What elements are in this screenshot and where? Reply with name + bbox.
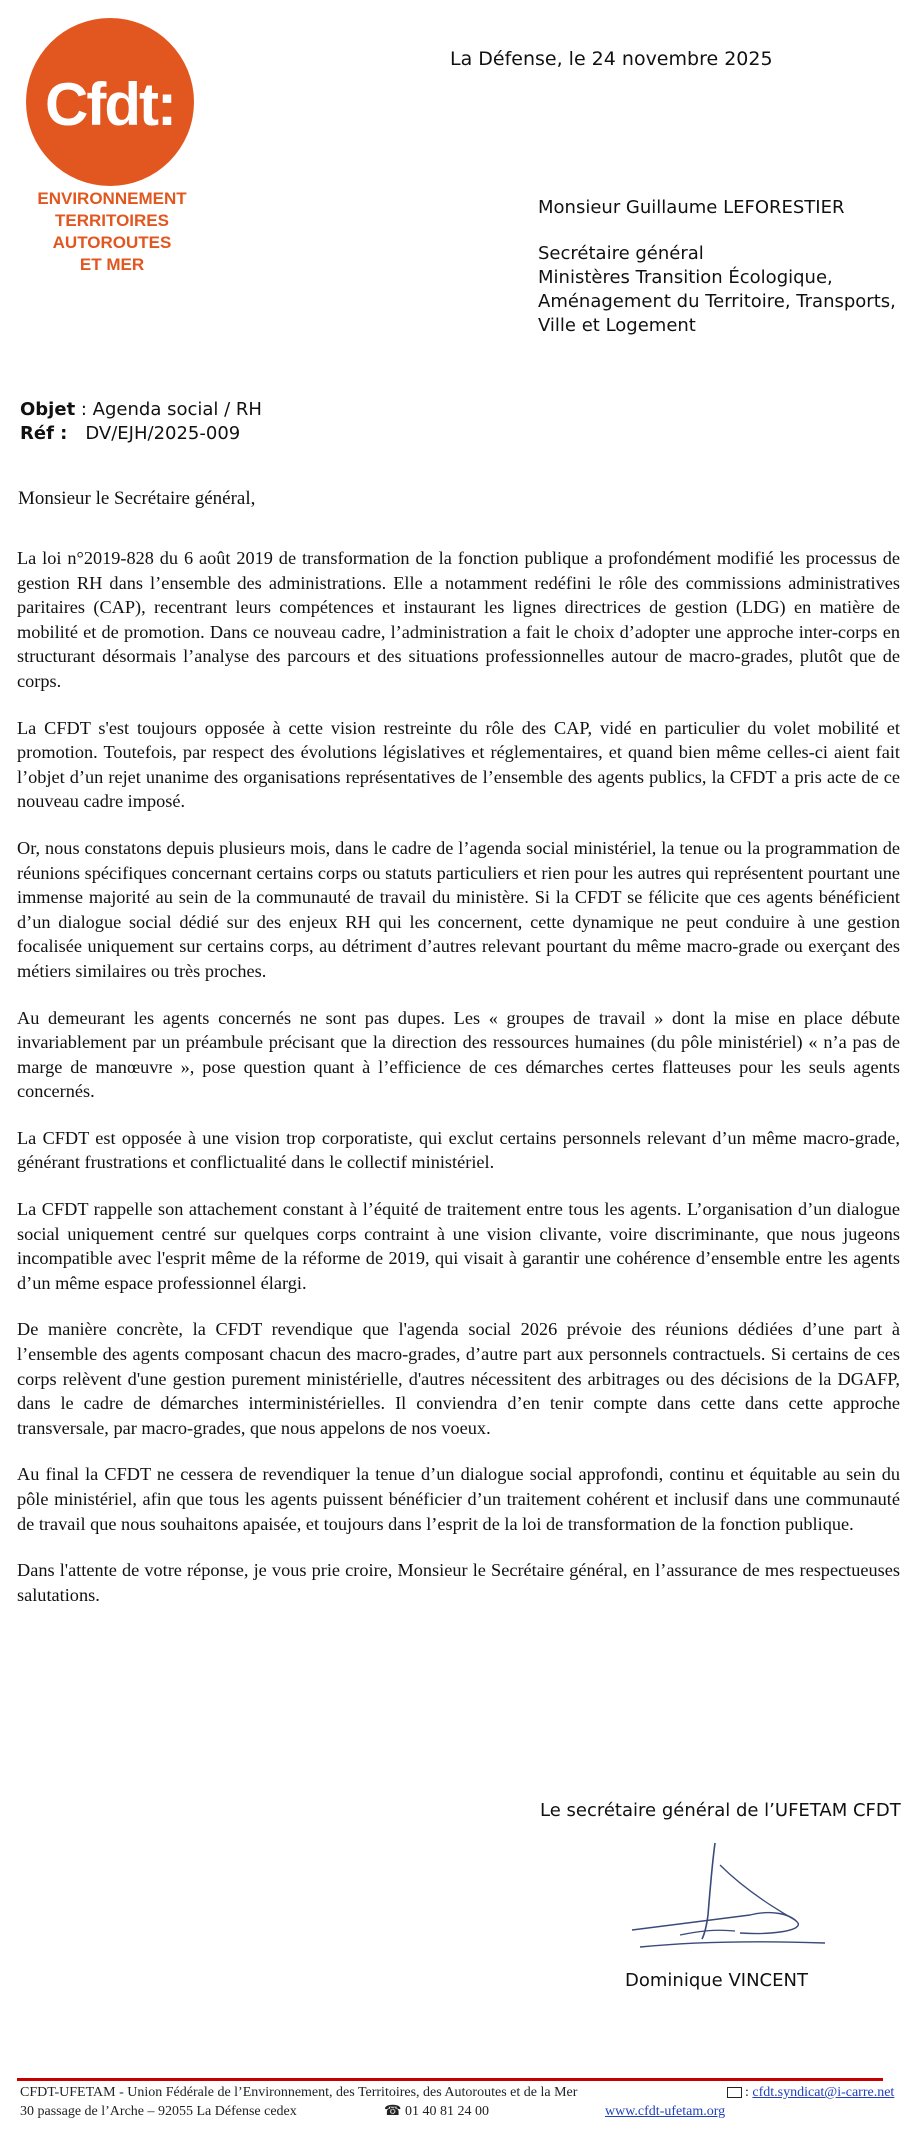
letter-body	[17, 546, 900, 1629]
subject-block	[20, 398, 262, 446]
org-line: ENVIRONNEMENT	[37, 189, 187, 208]
org-line: ET MER	[79, 255, 145, 274]
recipient-line: Ministères Transition Écologique,	[538, 267, 833, 288]
ref-label: Réf :	[20, 423, 68, 444]
recipient-line: Ville et Logement	[538, 315, 696, 336]
signatory-title: Le secrétaire général de l’UFETAM CFDT	[540, 1800, 901, 1821]
letter-date: La Défense, le 24 novembre 2025	[450, 48, 773, 70]
signatory-name: Dominique VINCENT	[625, 1970, 808, 1991]
paragraph: La CFDT s'est toujours opposée à cette vision restreinte du rôle des CAP, vidé en particulier du volet mobilité et promotion. Toutefois, par respect des évolutions législatives et réglementaires, et quand bien même celles-ci aient fait l’objet d’un rejet unanime des organisations représentatives de l’ensemble des agents publics, la CFDT a pris acte de ce nouveau cadre imposé.	[17, 717, 900, 812]
paragraph: Au demeurant les agents concernés ne sont pas dupes. Les « groupes de travail » dont la mise en place débute invariablement par un préambule précisant que la direction des ressources humaines (du pôle ministériel) « n’a pas de marge de manœuvre », pose question quant à l’efficience de ces démarches certes flatteuses pour les seuls agents concernés.	[17, 1007, 900, 1102]
paragraph: Or, nous constatons depuis plusieurs mois, dans le cadre de l’agenda social ministériel, la tenue ou la programmation de réunions spécifiques concernant certains corps ou statuts particuliers et rien pour les autres qui représentent pourtant une immense majorité au sein de la communauté de travail du ministère. Si la CFDT se félicite que ces agents bénéficient d’un dialogue social dédié sur des enjeux RH qui les concernent, cette dynamique ne peut conduire à une gestion focalisée uniquement sur certains corps, au détriment d’autres relevant pourtant du même macro-grade ou exerçant des métiers similaires ou très proches.	[17, 837, 900, 981]
paragraph: La CFDT rappelle son attachement constant à l’équité de traitement entre tous les agents. L’organisation d’un dialogue social uniquement centré sur quelques corps contraint à une vision clivante, voire discriminante, que nous jugeons incompatible avec l'esprit même de la réforme de 2019, qui visait à garantir une cohérence d’ensemble entre les agents d’un même espace professionnel élargi.	[17, 1199, 900, 1293]
paragraph: La CFDT est opposée à une vision trop corporatiste, qui exclut certains personnels relevant d’un même macro-grade, générant frustrations et conflictualité dans le collectif ministériel.	[17, 1127, 900, 1173]
envelope-icon	[727, 2087, 742, 2098]
paragraph: Au final la CFDT ne cessera de revendiquer la tenue d’un dialogue social approfondi, continu et équitable au sein du pôle ministériel, afin que tous les agents puissent bénéficier d’un traitement cohérent et inclusif dans une communauté de travail que nous souhaitons apaisée, et toujours dans l’esprit de la loi de transformation de la fonction publique.	[17, 1464, 900, 1534]
org-name	[22, 188, 202, 276]
org-line: AUTOROUTES	[52, 233, 172, 252]
org-line: TERRITOIRES	[55, 211, 169, 230]
recipient-line: Aménagement du Territoire, Transports,	[538, 291, 896, 312]
subject-label: Objet	[20, 399, 76, 420]
paragraph: De manière concrète, la CFDT revendique que l'agenda social 2026 prévoie des réunions dédiées d’une part à l’ensemble des agents composant chacun des macro-grades, d’autre part aux personnels contractuels. Si certains de ces corps relèvent d'une gestion purement ministérielle, d'autres nécessitent des arbitrages ou des décisions de la DGAFP, dans le cadre de démarches interministérielles. Il conviendra d’en tenir compte dans cette dans cette approche transversale, par macro-grades, que nous appelons de nos voeux.	[17, 1319, 900, 1438]
footer-website-link[interactable]: www.cfdt-ufetam.org	[605, 2104, 726, 2119]
recipient-title: Secrétaire général	[538, 243, 704, 264]
footer-address: 30 passage de l’Arche – 92055 La Défense cedex	[20, 2104, 297, 2119]
footer-phone: ☎ 01 40 81 24 00	[384, 2104, 489, 2119]
ref-value: DV/EJH/2025-009	[85, 423, 241, 444]
logo-text: Cfdt:	[45, 71, 175, 138]
paragraph: La loi n°2019-828 du 6 août 2019 de transformation de la fonction publique a profondément modifié les processus de gestion RH dans l’ensemble des administrations. Elle a notamment redéfini le rôle des commissions administratives paritaires (CAP), recentrant leurs compétences et instaurant les lignes directrices de gestion (LDG) en matière de mobilité et de promotion. Dans ce nouveau cadre, l’administration a fait le choix d’adopter une approche inter-corps en structurant désormais l’analyse des parcours et des situations professionnelles autour de macro-grades, plutôt que de corps.	[17, 548, 900, 691]
footer-email-link[interactable]: cfdt.syndicat@i-carre.net	[752, 2085, 895, 2100]
footer-rule	[17, 2078, 883, 2081]
paragraph: Dans l'attente de votre réponse, je vous prie croire, Monsieur le Secrétaire général, en l’assurance de mes respectueuses salutations.	[17, 1560, 900, 1605]
footer: CFDT-UFETAM - Union Fédérale de l’Environnement, des Territoires, des Autoroutes et de la Mer : cfdt.syndicat@i-carre.net 30 passage de l’Arche – 92055 La Défense cedex ☎ 01 40 81 24 00 www.cfdt-ufetam.org	[20, 2085, 895, 2119]
salutation: Monsieur le Secrétaire général,	[18, 488, 256, 509]
recipient-name: Monsieur Guillaume LEFORESTIER	[538, 197, 845, 218]
recipient-block	[538, 196, 896, 338]
cfdt-logo	[26, 18, 194, 186]
footer-org: CFDT-UFETAM - Union Fédérale de l’Environnement, des Territoires, des Autoroutes et de la Mer	[20, 2085, 578, 2100]
subject-value: : Agenda social / RH	[75, 399, 262, 420]
handwritten-signature	[620, 1835, 840, 1965]
